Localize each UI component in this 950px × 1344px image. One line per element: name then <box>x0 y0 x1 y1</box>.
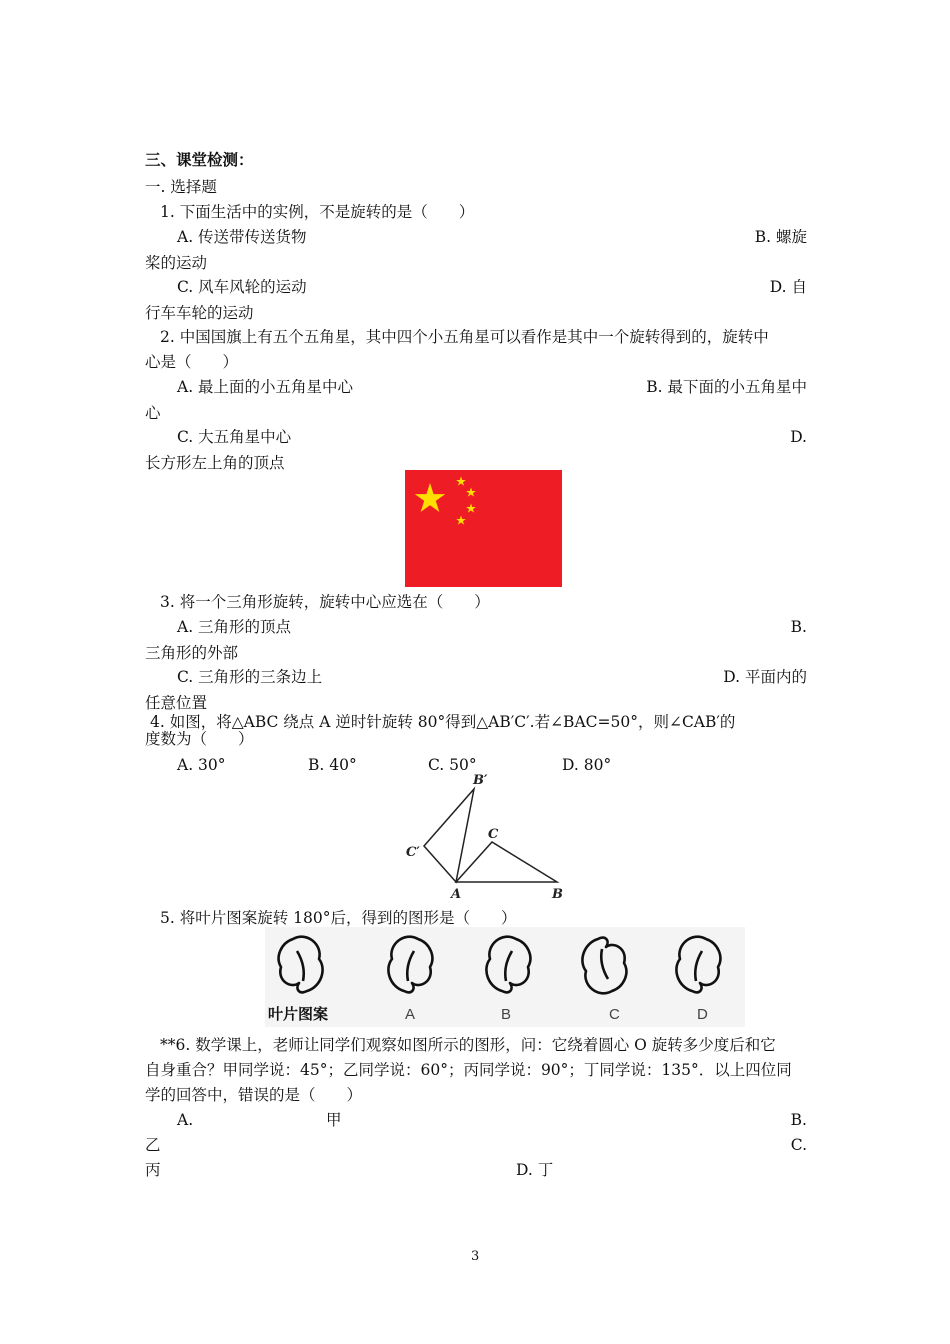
leaf-label-b: B <box>501 1006 512 1023</box>
q2-option-a: A. 最上面的小五角星中心 <box>177 378 354 396</box>
q1-stem: 1. 下面生活中的实例，不是旋转的是（ ） <box>160 203 475 221</box>
q6-option-d: D. 丁 <box>516 1161 554 1179</box>
leaf-label-a: A <box>405 1006 416 1023</box>
q5-stem: 5. 将叶片图案旋转 180°后，得到的图形是（ ） <box>160 909 517 927</box>
q6-stem-line2: 自身重合？甲同学说：45°；乙同学说：60°；丙同学说：90°；丁同学说：135°．以上四位同 <box>145 1061 792 1079</box>
q4-option-d: D. 80° <box>562 756 612 774</box>
q3-option-c: C. 三角形的三条边上 <box>177 668 323 686</box>
q1-option-b-end: 桨的运动 <box>145 254 208 272</box>
triangle-ab-prime-c-prime <box>424 789 474 882</box>
q1-option-a: A. 传送带传送货物 <box>177 228 307 246</box>
q6-option-a-text: 甲 <box>326 1111 342 1129</box>
q6-option-c-end: 丙 <box>145 1161 161 1179</box>
q1-option-d-start: D. 自 <box>769 278 807 296</box>
q1-option-d-end: 行车车轮的运动 <box>145 304 254 322</box>
q2-option-b-end: 心 <box>145 404 161 422</box>
q3-stem: 3. 将一个三角形旋转，旋转中心应选在（ ） <box>160 593 490 611</box>
q2-option-c: C. 大五角星中心 <box>177 428 292 446</box>
q3-option-d-start: D. 平面内的 <box>723 668 807 686</box>
q6-option-b-end: 乙 <box>145 1136 161 1154</box>
q2-option-d-end: 长方形左上角的顶点 <box>145 454 285 472</box>
q4-option-b: B. 40° <box>308 756 357 774</box>
label-c: C <box>488 827 499 842</box>
q3-option-b-end: 三角形的外部 <box>145 644 239 662</box>
q6-option-a-label: A. <box>177 1111 194 1129</box>
leaf-label-c: C <box>609 1006 620 1023</box>
q4-stem-line2: 度数为（ ） <box>145 730 254 748</box>
label-a: A <box>451 887 462 902</box>
q4-stem-line1: 4. 如图，将△ABC 绕点 A 逆时针旋转 80°得到△AB′C′.若∠BAC=50°，则∠CAB′的 <box>150 713 736 731</box>
chinese-flag-figure <box>405 470 562 587</box>
triangle-rotation-figure <box>400 770 570 902</box>
q4-option-a: A. 30° <box>177 756 226 774</box>
leaf-label-d: D <box>697 1006 708 1023</box>
triangle-abc <box>456 842 557 882</box>
q2-option-d-start: D. <box>790 428 807 446</box>
q6-stem-line1: **6. 数学课上，老师让同学们观察如图所示的图形，问：它绕着圆心 O 旋转多少度后和它 <box>160 1036 776 1054</box>
q2-stem-line2: 心是（ ） <box>145 353 239 371</box>
q3-option-d-end: 任意位置 <box>145 694 208 712</box>
label-c-prime: C′ <box>406 845 420 860</box>
q1-option-c: C. 风车风轮的运动 <box>177 278 307 296</box>
q2-stem-line1: 2. 中国国旗上有五个五角星，其中四个小五角星可以看作是其中一个旋转得到的，旋转中 <box>160 328 769 346</box>
leaf-pattern-figure <box>265 927 745 1027</box>
q3-option-a: A. 三角形的顶点 <box>177 618 292 636</box>
q2-option-b-start: B. 最下面的小五角星中 <box>646 378 807 396</box>
q1-option-b-start: B. 螺旋 <box>754 228 807 246</box>
q6-option-b-start: B. <box>790 1111 807 1129</box>
q6-stem-line3: 学的回答中，错误的是（ ） <box>145 1086 363 1104</box>
page-number: 3 <box>471 1249 480 1264</box>
section-title: 三、课堂检测： <box>145 150 254 169</box>
q6-option-c-start: C. <box>790 1136 807 1154</box>
q3-option-b-start: B. <box>790 618 807 636</box>
label-b-prime: B′ <box>473 773 488 788</box>
leaf-pattern-label: 叶片图案 <box>268 1006 329 1023</box>
q4-option-c: C. 50° <box>428 756 477 774</box>
label-b: B <box>552 887 563 902</box>
part-title: 一. 选择题 <box>145 178 217 196</box>
